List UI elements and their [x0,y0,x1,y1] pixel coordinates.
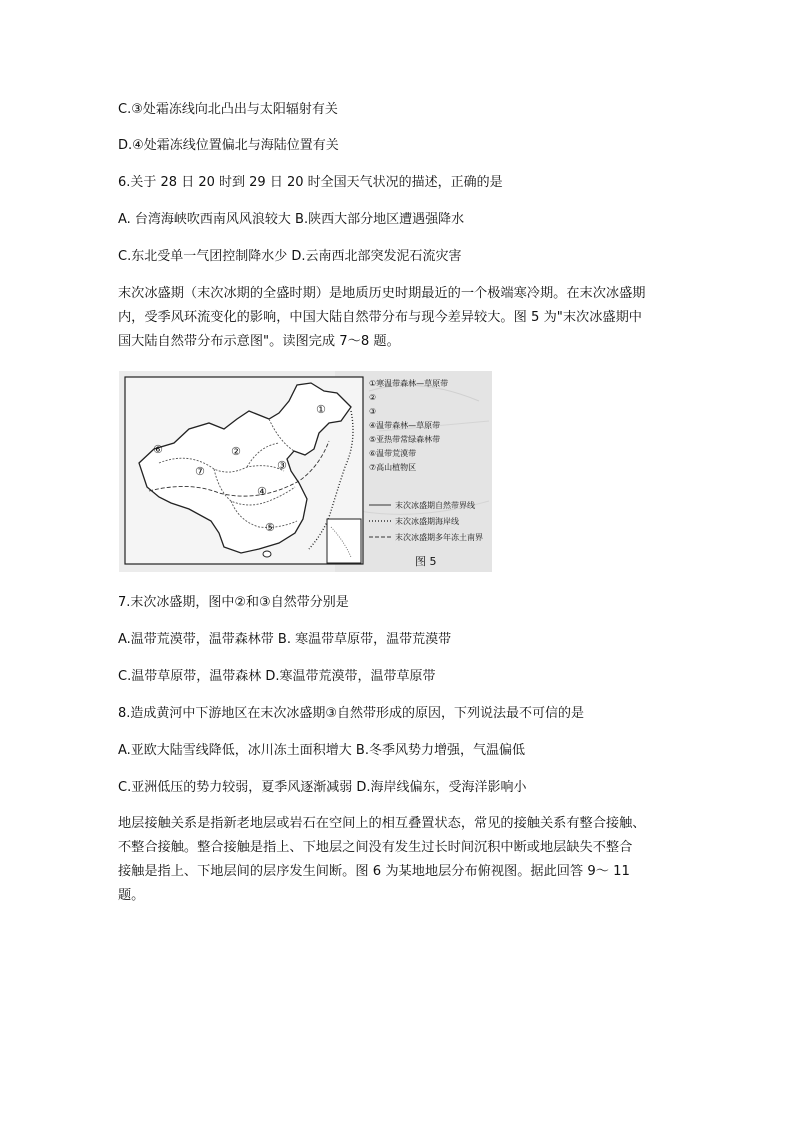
intro-1-line: 末次冰盛期（末次冰期的全盛时期）是地质历史时期最近的一个极端寒冷期。在末次冰盛期 [118,286,646,301]
legend-line-label: 末次冰盛期海岸线 [395,517,459,526]
intro-1-line: 国大陆自然带分布示意图"。读图完成 7～8 题。 [118,334,400,349]
question-8-stem: 8.造成黄河中下游地区在末次冰盛期③自然带形成的原因，下列说法最不可信的是 [118,706,585,721]
question-6-options-ab: A. 台湾海峡吹西南风风浪较大 B.陕西大部分地区遭遇强降水 [118,212,465,227]
intro-2-line: 不整合接触。整合接触是指上、下地层之间没有发生过长时间沉积中断或地层缺失不整合 [118,840,633,855]
question-6-stem: 6.关于 28 日 20 时到 29 日 20 时全国天气状况的描述，正确的是 [118,175,503,190]
option-c-prev: C.③处霜冻线向北凸出与太阳辐射有关 [118,102,338,117]
zone-label-6: ⑥ [153,443,163,456]
intro-2-line: 接触是指上、下地层间的层序发生间断。图 6 为某地地层分布俯视图。据此回答 9～ 11 [118,864,630,879]
intro-paragraph-2 [118,812,688,908]
legend-item: ⑤亚热带常绿森林带 [369,435,441,444]
question-6-options-cd: C.东北受单一气团控制降水少 D.云南西北部突发泥石流灾害 [118,249,462,264]
option-d-prev: D.④处霜冻线位置偏北与海陆位置有关 [118,138,339,153]
legend-line-label: 末次冰盛期自然带界线 [395,501,475,510]
intro-1-line: 内，受季风环流变化的影响，中国大陆自然带分布与现今差异较大。图 5 为"末次冰盛期中 [118,310,642,325]
legend-line-label: 末次冰盛期多年冻土南界 [395,533,483,542]
intro-2-line: 地层接触关系是指新老地层或岩石在空间上的相互叠置状态，常见的接触关系有整合接触、 [118,816,646,831]
legend-item: ⑥温带荒漠带 [369,449,417,458]
zone-label-4: ④ [257,485,267,498]
question-7-options-ab: A.温带荒漠带，温带森林带 B. 寒温带草原带，温带荒漠带 [118,632,452,647]
legend-item: ①寒温带森林—草原带 [369,379,449,388]
zone-label-3: ③ [277,459,287,472]
south-sea-inset [327,519,361,563]
zone-label-5: ⑤ [265,521,275,534]
question-8-options-ab: A.亚欧大陆雪线降低，冰川冻土面积增大 B.冬季风势力增强，气温偏低 [118,743,525,758]
legend-item: ④温带森林—草原带 [369,421,441,430]
question-8-options-cd: C.亚洲低压的势力较弱，夏季风逐渐减弱 D.海岸线偏东，受海洋影响小 [118,780,527,795]
figure-5-map [119,371,492,572]
question-7-stem: 7.末次冰盛期，图中②和③自然带分别是 [118,595,349,610]
legend-item: ⑦高山植物区 [369,463,417,472]
legend-item: ② [369,393,377,402]
intro-paragraph-1 [118,282,688,354]
intro-2-line: 题。 [118,888,145,903]
legend-item: ③ [369,407,377,416]
zone-label-7: ⑦ [195,465,205,478]
zone-label-2: ② [231,445,241,458]
zone-label-1: ① [316,403,326,416]
question-7-options-cd: C.温带草原带，温带森林 D.寒温带荒漠带，温带草原带 [118,669,436,684]
figure-caption: 图 5 [415,555,437,568]
